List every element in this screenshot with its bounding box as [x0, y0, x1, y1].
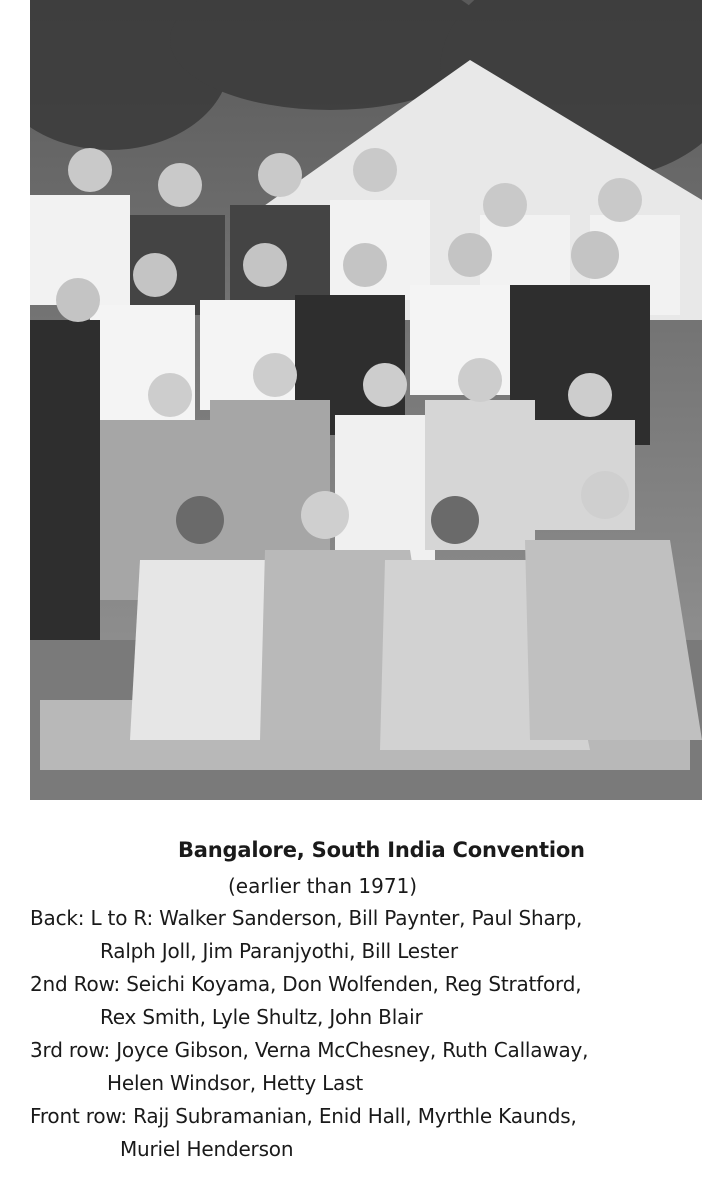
caption-title: Bangalore, South India Convention [178, 838, 585, 862]
second-row-names: 2nd Row: Seichi Koyama, Don Wolfenden, Reg Stratford, [30, 972, 582, 996]
second-row-names-cont: Rex Smith, Lyle Shultz, John Blair [100, 1005, 423, 1029]
group-photo-illustration [30, 0, 702, 800]
back-row-names-cont: Ralph Joll, Jim Paranjyothi, Bill Lester [100, 939, 458, 963]
third-row-names-cont: Helen Windsor, Hetty Last [107, 1071, 363, 1095]
third-row-names: 3rd row: Joyce Gibson, Verna McChesney, Ruth Callaway, [30, 1038, 589, 1062]
front-row-names: Front row: Rajj Subramanian, Enid Hall, Myrthle Kaunds, [30, 1104, 577, 1128]
group-photo [30, 0, 702, 800]
front-row-names-cont: Muriel Henderson [120, 1137, 294, 1161]
back-row-names: Back: L to R: Walker Sanderson, Bill Paynter, Paul Sharp, [30, 906, 583, 930]
caption-subtitle: (earlier than 1971) [228, 874, 418, 898]
